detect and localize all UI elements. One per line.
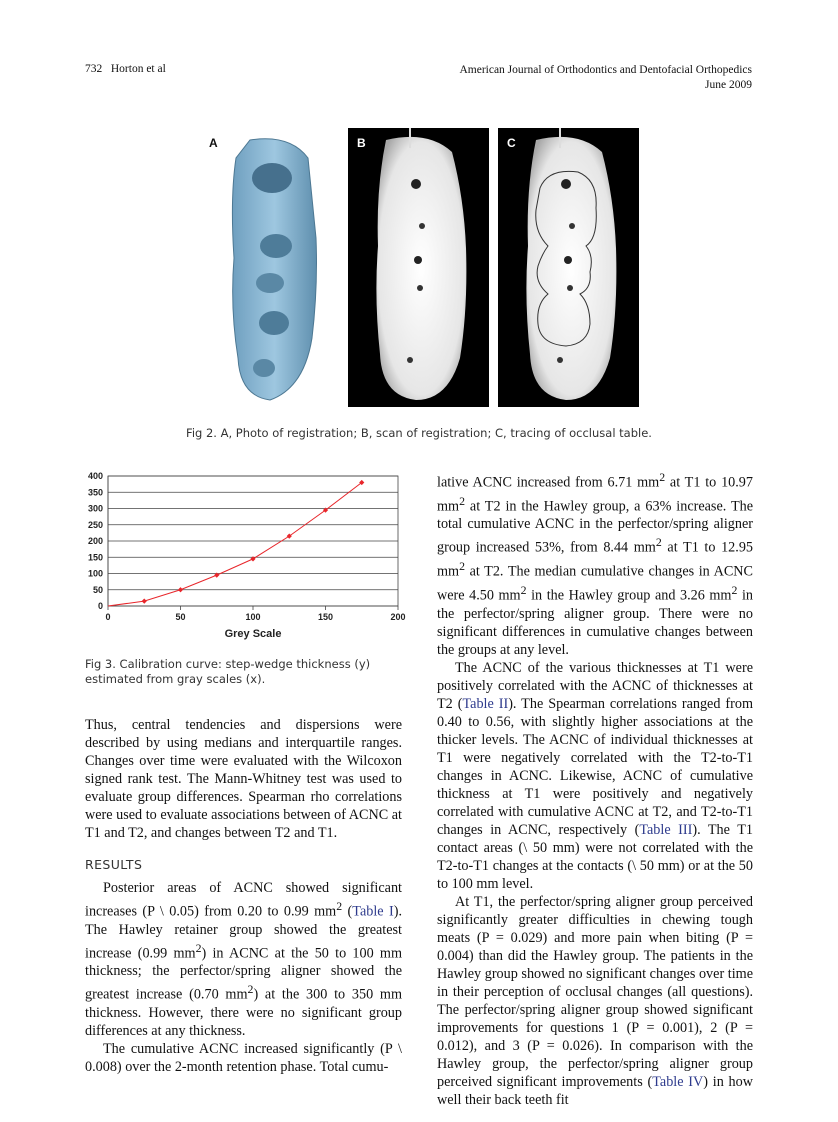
- table-i-link[interactable]: Table I: [352, 903, 394, 920]
- figure-2-panel-a: [200, 128, 339, 407]
- paragraph-methods-stats: Thus, central tendencies and dispersions were described by using medians and interquartile ranges. Changes over time were evaluated with the Wilcoxon signed rank test. The Mann-Whitney test was used to evaluate group differences. Spearman rho correlations were used to evaluate associations between of ACNC at T1 and T2, and changes between T2 and T1.: [85, 717, 402, 841]
- data-point: [178, 587, 183, 592]
- running-authors: Horton et al: [110, 63, 166, 75]
- paragraph-correlations: The ACNC of the various thicknesses at T1 were positively correlated with the ACNC of thicknesses at T2 (Table II). The Spearman correlations ranged from 0.40 to 0.56, with slightly higher associations at the thicker levels. The ACNC of individual thicknesses at T1 were negatively correlated with the T2-to-T1 changes in ACNC. Likewise, ACNC of cumulative thickness at T1 were positively and negatively correlated with cumulative ACNC at T2, and T2-to-T1 changes in ACNC, respectively (Table III). The T1 contact areas (\ 50 mm) were not correlated with the T2-to-T1 changes at the contacts (\ 50 mm) or at the 50 to 100 mm level.: [437, 659, 753, 892]
- calibration-curve-line: [108, 483, 362, 607]
- running-header-right: [332, 63, 752, 93]
- journal-title: American Journal of Orthodontics and Dentofacial Orthopedics: [459, 64, 752, 76]
- x-tick-label: 100: [245, 612, 261, 622]
- y-tick-label: 250: [87, 519, 103, 530]
- table-iii-link[interactable]: Table III: [639, 821, 693, 838]
- x-tick-label: 200: [390, 612, 406, 622]
- y-tick-label: 0: [97, 601, 103, 611]
- calibration-points: [142, 480, 365, 604]
- page-number: 732: [85, 63, 103, 75]
- table-iv-link[interactable]: Table IV: [652, 1073, 704, 1090]
- table-ii-link[interactable]: Table II: [462, 695, 509, 712]
- y-tick-label: 50: [92, 584, 103, 595]
- paragraph-perception: At T1, the perfector/spring aligner group perceived significantly greater difficulties in chewing tough meats (P = 0.029) and more pain when biting (P = 0.004) than did the Hawley group. The patients in the Hawley group showed no significant changes over time in their perception of occlusal changes (all questions). The perfector/spring aligner group showed significant improvements for questions 1 (P = 0.001), 2 (P = 0.012), and 3 (P = 0.026). In comparison with the Hawley group, the perfector/spring aligner group perceived significant improvements (Table IV) in how well their back teeth fit: [437, 893, 753, 1108]
- registration-photo: [200, 128, 339, 407]
- panel-label-b: B: [357, 136, 366, 150]
- issue-date: June 2009: [705, 79, 752, 91]
- right-column: [437, 468, 753, 1109]
- figure-2-panel-c: [498, 128, 639, 407]
- paragraph-cumulative-acnc: lative ACNC increased from 6.71 $mm^2$ at T1 to 10.97 $mm^2$ at T2 in the Hawley group, a 63% increase. The total cumulative ACNC in the perfector/spring aligner group increased 53%, from 8.44 $mm^2$ at T1 to 12.95 $mm^2$ at T2. The median cumulative changes in ACNC were 4.50 $mm^2$ in the Hawley group and 3.26 $mm^2$ in the perfector/spring aligner group. There were no significant differences in cumulative changes between the groups at any level.: [437, 470, 754, 658]
- x-tick-label: 50: [175, 612, 186, 622]
- paragraph-results-posterior: Posterior areas of ACNC showed significant increases (P \ 0.05) from 0.20 to 0.99 $mm^2$ (Table I). The Hawley retainer group showed the greatest increase (0.99 $mm^2$) in ACNC at the 50 to 100 mm thickness; the perfector/spring aligner showed the greatest increase (0.70 $mm^2$) at the 300 to 350 mm thickness. However, there were no significant group differences at any thickness.: [85, 880, 403, 1040]
- y-tick-label: 200: [87, 536, 103, 546]
- left-column: [85, 716, 402, 842]
- chart-grid: [108, 476, 398, 606]
- paragraph-results-cumulative: The cumulative ACNC increased significantly (P \ 0.008) over the 2-month retention phase. Total cumu-: [85, 1041, 402, 1076]
- occlusal-table-tracing: [498, 128, 639, 407]
- x-tick-label: 0: [105, 612, 111, 622]
- registration-scan: [348, 128, 489, 407]
- y-tick-label: 400: [87, 471, 103, 481]
- figure-2-caption: Fig 2. A, Photo of registration; B, scan of registration; C, tracing of occlusal table.: [186, 426, 652, 440]
- figure-2-panel-b: [348, 128, 489, 407]
- y-tick-label: 300: [87, 503, 103, 514]
- y-tick-label: 150: [87, 552, 103, 563]
- y-tick-label: 350: [87, 487, 103, 498]
- left-column-results: [85, 879, 402, 1076]
- data-point: [142, 599, 147, 604]
- x-tick-label: 150: [317, 612, 334, 622]
- chart-ticks: [88, 471, 406, 622]
- calibration-chart: [80, 466, 410, 646]
- panel-label-a: A: [209, 136, 218, 150]
- figure-3-caption: Fig 3. Calibration curve: step-wedge thickness (y) estimated from gray scales (x).: [85, 657, 371, 686]
- y-tick-label: 100: [87, 568, 103, 579]
- chart-xlabel: Grey Scale: [224, 628, 282, 640]
- section-heading-results: RESULTS: [85, 857, 143, 872]
- panel-label-c: C: [507, 136, 516, 150]
- running-header-left: [85, 63, 166, 75]
